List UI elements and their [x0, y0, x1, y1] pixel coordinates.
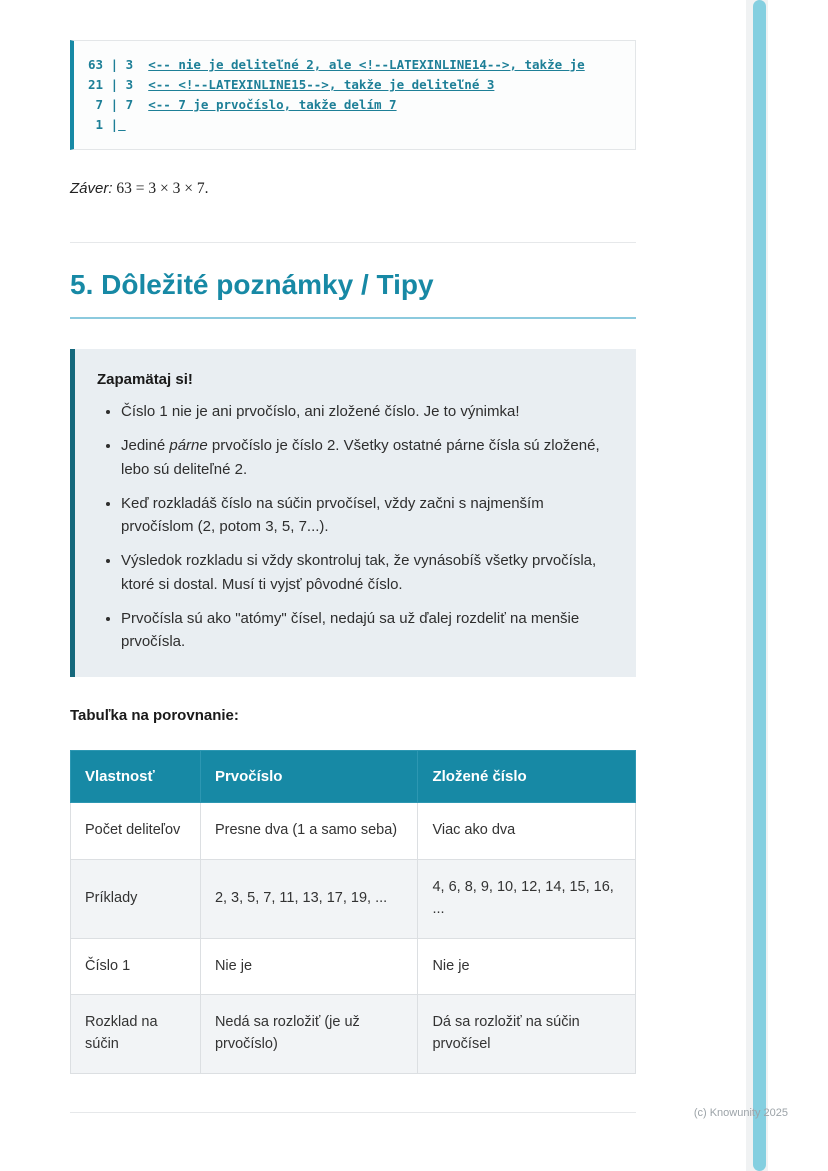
scrollbar-track[interactable]	[746, 0, 768, 1171]
code-step: 1 |	[88, 117, 119, 132]
table-cell: 2, 3, 5, 7, 11, 13, 17, 19, ...	[200, 860, 418, 939]
conclusion-math: 63 = 3 × 3 × 7.	[112, 180, 209, 197]
bottom-divider	[70, 1112, 636, 1113]
table-cell: Príklady	[71, 860, 201, 939]
code-line	[88, 75, 621, 95]
callout-title: Zapamätaj si!	[97, 371, 193, 388]
table-header-cell: Vlastnosť	[71, 751, 201, 803]
callout-bullet: • Jediné párne prvočíslo je číslo 2. Všetky ostatné párne čísla sú zložené, lebo sú deliteľné 2.	[121, 434, 610, 481]
table-row	[71, 938, 636, 995]
conclusion-line	[70, 180, 636, 198]
table-cell: Číslo 1	[71, 938, 201, 995]
table-row	[71, 860, 636, 939]
conclusion-label: Záver:	[70, 180, 113, 197]
comparison-table	[70, 750, 636, 1074]
table-cell: Dá sa rozložiť na súčin prvočísel	[418, 995, 636, 1074]
table-cell: Presne dva (1 a samo seba)	[200, 803, 418, 860]
table-header-cell: Prvočíslo	[200, 751, 418, 803]
code-block	[70, 40, 636, 150]
callout-bullet: • Keď rozkladáš číslo na súčin prvočísel, vždy začni s najmenším prvočíslom (2, potom 3, 5, 7...).	[121, 492, 610, 539]
table-cell: Nie je	[418, 938, 636, 995]
scrollbar-thumb[interactable]	[753, 0, 766, 1171]
section-heading: 5. Dôležité poznámky / Tipy	[70, 267, 636, 319]
watermark: (c) Knowunity 2025	[693, 1107, 788, 1119]
callout-bullet: • Číslo 1 nie je ani prvočíslo, ani zložené číslo. Je to výnimka!	[121, 400, 610, 423]
table-row	[71, 995, 636, 1074]
code-comment: <-- <!--LATEXINLINE15-->, takže je deliteľné 3	[148, 77, 495, 92]
code-line	[88, 115, 621, 135]
table-cell: Viac ako dva	[418, 803, 636, 860]
code-step: 21 | 3	[88, 77, 149, 92]
callout-bullet: • Výsledok rozkladu si vždy skontroluj tak, že vynásobíš všetky prvočísla, ktoré si dostal. Musí ti vyjsť pôvodné číslo.	[121, 549, 610, 596]
code-comment: <-- 7 je prvočíslo, takže delím 7	[148, 97, 397, 112]
document-page	[70, 0, 636, 1113]
callout-bullet: • Prvočísla sú ako "atómy" čísel, nedajú sa už ďalej rozdeliť na menšie prvočísla.	[121, 607, 610, 654]
code-step: 63 | 3	[88, 57, 149, 72]
table-header-row	[71, 751, 636, 803]
callout-list	[97, 400, 610, 653]
table-cell: Nedá sa rozložiť (je už prvočíslo)	[200, 995, 418, 1074]
code-line	[88, 55, 621, 75]
table-cell: Počet deliteľov	[71, 803, 201, 860]
section-divider	[70, 242, 636, 243]
table-intro: Tabuľka na porovnanie:	[70, 707, 239, 725]
table-row	[71, 803, 636, 860]
code-step: 7 | 7	[88, 97, 149, 112]
code-line	[88, 95, 621, 115]
table-header-cell: Zložené číslo	[418, 751, 636, 803]
code-comment	[118, 117, 126, 132]
table-cell: Nie je	[200, 938, 418, 995]
table-cell: 4, 6, 8, 9, 10, 12, 14, 15, 16, ...	[418, 860, 636, 939]
table-cell: Rozklad na súčin	[71, 995, 201, 1074]
tip-callout	[70, 349, 636, 677]
code-comment: <-- nie je deliteľné 2, ale <!--LATEXINLINE14-->, takže je	[148, 57, 585, 72]
